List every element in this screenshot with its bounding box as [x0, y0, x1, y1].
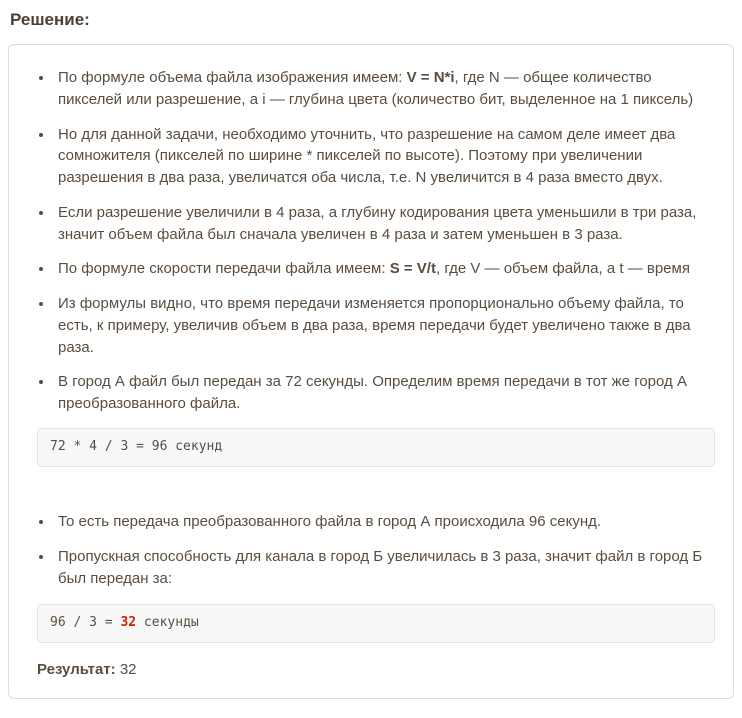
- solution-panel: [8, 44, 734, 699]
- calculation-code-block-city-a: [37, 428, 715, 467]
- calculation-code-block-city-b: [37, 604, 715, 643]
- result-label: Результат:: [37, 660, 116, 678]
- step-text: То есть передача преобразованного файла в город А происходила 96 секунд.: [58, 512, 602, 530]
- step-text: Но для данной задачи, необходимо уточнить, что разрешение на самом деле имеет два сомножителя (пикселей по ширине * пикселей по высоте). Поэтому при увеличении разрешения в два раза, увеличатся оба числа, т.е. N увеличится в 4 раза вместо двух.: [58, 125, 676, 186]
- step-text: Из формулы видно, что время передачи изменяется пропорционально объему файла, то есть, к примеру, увеличив объем в два раза, время передачи будет увеличено также в два раза.: [58, 295, 691, 356]
- solution-step: [54, 293, 717, 358]
- step-text: , где N — общее количество пикселей или разрешение, а i — глубина цвета (количество бит, выделенное на 1 пиксель): [58, 69, 694, 108]
- result-line: [37, 659, 717, 681]
- solution-step: [54, 511, 717, 533]
- step-text: По формуле объема файла изображения имеем:: [58, 69, 407, 86]
- result-value: 32: [119, 660, 137, 678]
- solution-steps-list: [37, 511, 717, 590]
- step-text: По формуле скорости передачи файла имеем:: [58, 260, 390, 278]
- code-text: 72 * 4 / 3 = 96 секунд: [50, 438, 223, 454]
- solution-step: [54, 202, 717, 246]
- solution-step: [54, 371, 717, 415]
- page-title: Решение:: [10, 10, 90, 29]
- code-text: секунды: [136, 614, 199, 630]
- solution-steps-list: [37, 67, 717, 415]
- step-text: Пропускная способность для канала в город Б увеличилась в 3 раза, значит файл в город Б был передан за:: [58, 548, 703, 588]
- highlighted-answer: 32: [120, 614, 137, 630]
- step-text: , где V — объем файла, а t — время: [435, 260, 690, 278]
- solution-step: [54, 67, 717, 111]
- formula-volume: V = N*i: [406, 69, 455, 86]
- code-text: 96 / 3 =: [50, 614, 121, 630]
- step-text: В город А файл был передан за 72 секунды. Определим время передачи в тот же город А преобразованного файла.: [58, 373, 687, 412]
- solution-step: [54, 124, 717, 189]
- formula-speed: S = V/t: [389, 260, 436, 278]
- step-text: Если разрешение увеличили в 4 раза, а глубину кодирования цвета уменьшили в три раза, значит объем файла был сначала увеличен в 4 раза и затем уменьшен в 3 раза.: [58, 203, 697, 243]
- solution-step: [54, 258, 717, 280]
- solution-step: [54, 546, 717, 590]
